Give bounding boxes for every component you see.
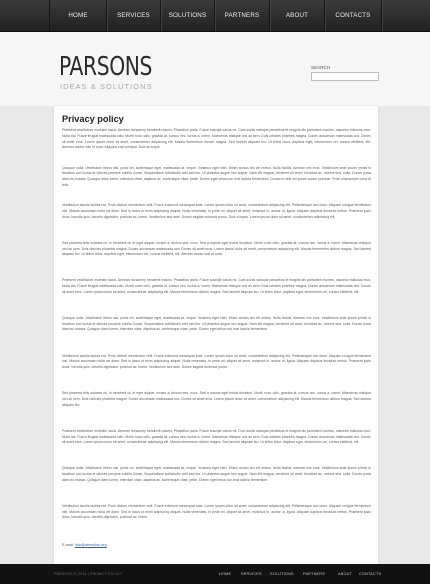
paragraph: Quisque nulla. Vestibulum libero nisl, porta vel, scelerisque eget, malesuada at, neque. Vivamus eget nibh. Etiam cursus leo vel metus. Nulla facilisi. Aenean nec eros. Vestibulum ante ipsum primis in faucibus orci luctus et ultrices posuere cubilia Curae; Suspendisse sollicitudin velit sed leo. Ut pharetra augue nec augue. Nam elit magna, hendrerit sit amet, tincidunt ac, viverra sed, nulla. Donec porta diam eu massa. Quisque diam lorem, interdum vitae, dapibus ac, scelerisque vitae, pede. Donec eget tellus non erat lacinia fermentum. xyxy=(62,466,371,482)
nav-item-solutions[interactable]: SOLUTIONS xyxy=(161,0,215,31)
footer-nav-contacts[interactable]: CONTACTS xyxy=(359,572,382,576)
footer-nav-solutions[interactable]: SOLUTIONS xyxy=(270,572,294,576)
site-logo[interactable]: PARSONS xyxy=(59,52,153,82)
site-footer xyxy=(0,564,430,584)
paragraph: Vestibulum iaculis lacinia est. Proin dictum elementum velit. Fusce euismod consequat ante. Lorem ipsum dolor sit amet, consectetuer adipiscing elit. Pellentesque sed dolor. Aliquam congue fermentum nisl. Mauris accumsan nulla vel diam. Sed in lacus ut enim adipiscing aliquet. Nulla venenatis. In pede mi, aliquet sit amet, euismod in, auctor ut, ligula. Aliquam dapibus tincidunt metus. Praesent justo dolor, lobortis quis, lobortis dignissim, pulvinar ac, lorem. Vestibulum sed ante. Donec sagittis euismod purus. xyxy=(62,353,371,370)
nav-item-services[interactable]: SERVICES xyxy=(107,0,161,31)
page-title: Privacy policy xyxy=(62,114,124,124)
footer-nav-partners[interactable]: PARTNERS xyxy=(303,572,325,576)
paragraph: Sed pharetra felis sodales mi, in hendrerit ut, et eget aliquet, ornare a, dictum sed, nunc. Sed a mauris eget lectus tincidunt. Morbi nunc odio, gravida at, cursus nec, luctus a, lorem. Maecenas tristique orci ac sem. Duis ultricies pharetra magna. Donec accumsan malesuada orci. Donec sit amet eros. Lorem ipsum dolor sit amet, consectetuer adipiscing elit. Mauris fermentum dictum magna. Sed laoreet aliquam leo. xyxy=(62,391,371,407)
footer-nav-services[interactable]: SERVICES xyxy=(241,572,262,576)
email-label: E-mail: xyxy=(62,543,74,547)
paragraph: Vestibulum iaculis lacinia est. Proin dictum elementum velit. Fusce euismod consequat ante. Lorem ipsum dolor sit amet, consectetuer adipiscing elit. Pellentesque sed dolor. Aliquam congue fermentum nisl. Mauris accumsan nulla vel diam. Sed in lacus ut enim adipiscing aliquet. Nulla venenatis. In pede mi, aliquet sit amet, euismod in, auctor ut, ligula. Aliquam dapibus tincidunt metus. Praesent justo dolor, lobortis quis, lobortis dignissim, pulvinar ac, lorem. xyxy=(62,503,371,520)
nav-item-about[interactable]: ABOUT xyxy=(270,0,325,31)
copyright: PARSONS © 2011 | PRIVACY POLICY xyxy=(54,572,123,576)
footer-nav-home[interactable]: HOME xyxy=(219,572,232,576)
main-menu xyxy=(0,0,430,31)
paragraph: Praesent vestibulum molestie lacus. Aenean nonummy hendrerit mauris. Phasellus porta. Fusce suscipit varius mi. Cum sociis natoque penatibus et magnis dis parturient montes, nascetur ridiculus mus. Nulla dui. Fusce feugiat malesuada odio. Morbi nunc odio, gravida at, cursus nec, luctus a, lorem. Maecenas tristique orci ac sem. Duis ultricies pharetra magna. Donec accumsan malesuada orci. Donec sit amet eros. Lorem ipsum dolor sit amet, consectetuer adipiscing elit. Mauris fermentum dictum magna. Sed laoreet aliquam leo. Ut tellus dolor, dapibus eget, elementum vel, cursus eleifend, elit. xyxy=(62,428,371,445)
top-navigation xyxy=(0,0,430,32)
nav-item-contacts[interactable]: CONTACTS xyxy=(325,0,382,31)
site-tagline: IDEAS & SOLUTIONS xyxy=(60,82,153,91)
paragraph: Praesent vestibulum molestie lacus. Aenean nonummy hendrerit mauris. Phasellus porta. Fusce suscipit varius mi. Cum sociis natoque penatibus et magnis dis parturient montes, nascetur ridiculus mus. Nulla dui. Fusce feugiat malesuada odio. Morbi nunc odio, gravida at, cursus nec, luctus a, lorem. Maecenas tristique orci ac sem. Duis ultricies pharetra magna. Donec accumsan malesuada orci. Donec sit amet eros. Lorem ipsum dolor sit amet, consectetuer adipiscing elit. Mauris fermentum dictum magna. Sed laoreet aliquam leo. Ut tellus dolor, dapibus eget, elementum vel, cursus eleifend, elit. xyxy=(62,278,371,294)
email-link[interactable]: info@demolink.org xyxy=(74,543,107,547)
policy-text xyxy=(62,128,371,536)
nav-item-home[interactable]: HOME xyxy=(49,0,107,31)
paragraph: Praesent vestibulum molestie lacus. Aenean nonummy hendrerit mauris. Phasellus porta. Fusce suscipit varius mi. Cum sociis natoque penatibus et magnis dis parturient montes, nascetur ridiculus mus. Nulla dui. Fusce feugiat malesuada odio. Morbi nunc odio, gravida at, cursus nec, luctus a, lorem. Maecenas tristique orci ac sem. Duis ultricies pharetra magna. Donec accumsan malesuada orci. Donec sit amet eros. Lorem ipsum dolor sit amet, consectetuer adipiscing elit. Mauris fermentum dictum magna. Sed laoreet aliquam leo. Ut tellus dolor, dapibus eget, elementum vel, cursus eleifend, elit. Aenean auctor wisi et urna. Aliquam erat volutpat. Duis ac turpis. xyxy=(62,128,371,150)
search-label: SEARCH xyxy=(311,65,331,70)
search-input[interactable] xyxy=(311,72,379,81)
paragraph: Quisque nulla. Vestibulum libero nisl, porta vel, scelerisque eget, malesuada at, neque. Vivamus eget nibh. Etiam cursus leo vel metus. Nulla facilisi. Aenean nec eros. Vestibulum ante ipsum primis in faucibus orci luctus et ultrices posuere cubilia Curae; Suspendisse sollicitudin velit sed leo. Ut pharetra augue nec augue. Nam elit magna, hendrerit sit amet, tincidunt ac, viverra sed, nulla. Donec porta diam eu massa. Quisque diam lorem, interdum vitae, dapibus ac, scelerisque vitae, pede. Donec eget tellus non erat lacinia fermentum. Donec in velit vel ipsum auctor pulvinar. Proin ullamcorper urna et felis. xyxy=(62,165,371,187)
footer-nav-about[interactable]: ABOUT xyxy=(338,572,353,576)
paragraph: Quisque nulla. Vestibulum libero nisl, porta vel, scelerisque eget, malesuada at, neque. Vivamus eget nibh. Etiam cursus leo vel metus. Nulla facilisi. Aenean nec eros. Vestibulum ante ipsum primis in faucibus orci luctus et ultrices posuere cubilia Curae; Suspendisse sollicitudin velit sed leo. Ut pharetra augue nec augue. Nam elit magna, hendrerit sit amet, tincidunt ac, viverra sed, nulla. Donec porta diam eu massa. Quisque diam lorem, interdum vitae, dapibus ac, scelerisque vitae, pede. Donec eget tellus non erat lacinia fermentum. xyxy=(62,315,371,332)
paragraph: Sed pharetra felis sodales mi, in hendrerit ut, et eget aliquet, ornare a, dictum sed, nunc. Sed a mauris eget lectus tincidunt. Morbi nunc odio, gravida at, cursus nec, luctus a, lorem. Maecenas tristique orci ac sem. Duis ultricies pharetra magna. Donec accumsan malesuada orci. Donec sit amet eros. Lorem ipsum dolor sit amet, consectetuer adipiscing elit. Mauris fermentum dictum magna. Sed laoreet aliquam leo. Ut tellus dolor, dapibus eget, elementum vel, cursus eleifend, elit. Aenean auctor wisi et urna. xyxy=(62,240,371,257)
nav-item-partners[interactable]: PARTNERS xyxy=(215,0,270,31)
paragraph: Vestibulum iaculis lacinia est. Proin dictum elementum velit. Fusce euismod consequat ante. Lorem ipsum dolor sit amet, consectetuer adipiscing elit. Pellentesque sed dolor. Aliquam congue fermentum nisl. Mauris accumsan nulla vel diam. Sed in lacus ut enim adipiscing aliquet. Nulla venenatis. In pede mi, aliquet sit amet, euismod in, auctor ut, ligula. Aliquam dapibus tincidunt metus. Praesent justo dolor, lobortis quis, lobortis dignissim, pulvinar ac, lorem. Vestibulum sed ante. Donec sagittis euismod purus. Duis a turpis. Lorem ipsum dolor sit amet, consectetuer adipiscing elit. xyxy=(62,203,371,219)
site-header xyxy=(0,32,430,106)
email-line xyxy=(62,543,107,547)
content-panel xyxy=(54,106,378,564)
